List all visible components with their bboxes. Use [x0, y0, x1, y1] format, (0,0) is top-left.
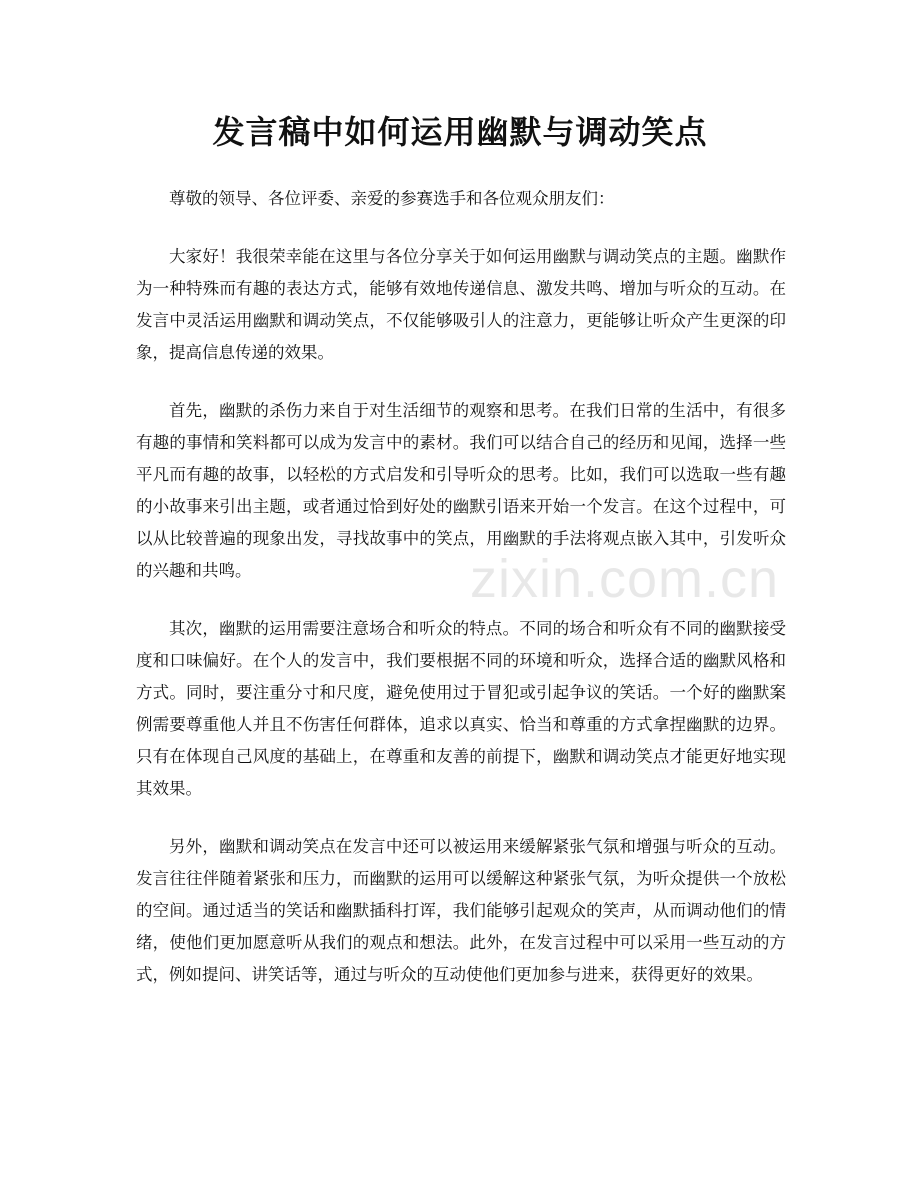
- page-title: 发言稿中如何运用幽默与调动笑点: [212, 113, 708, 151]
- document-body: [136, 183, 786, 1017]
- body-paragraph: 另外，幽默和调动笑点在发言中还可以被运用来缓解紧张气氛和增强与听众的互动。发言往往伴随着紧张和压力，而幽默的运用可以缓解这种紧张气氛，为听众提供一个放松的空间。通过适当的笑话和幽默插科打诨，我们能够引起观众的笑声，从而调动他们的情绪，使他们更加愿意听从我们的观点和想法。此外，在发言过程中可以采用一些互动的方式，例如提问、讲笑话等，通过与听众的互动使他们更加参与进来，获得更好的效果。: [136, 837, 786, 984]
- salutation-paragraph: 尊敬的领导、各位评委、亲爱的参赛选手和各位观众朋友们：: [169, 189, 615, 208]
- body-paragraph: 首先，幽默的杀伤力来自于对生活细节的观察和思考。在我们日常的生活中，有很多有趣的事情和笑料都可以成为发言中的素材。我们可以结合自己的经历和见闻，选择一些平凡而有趣的故事，以轻松的方式启发和引导听众的思考。比如，我们可以选取一些有趣的小故事来引出主题，或者通过恰到好处的幽默引语来开始一个发言。在这个过程中，可以从比较普遍的现象出发，寻找故事中的笑点，用幽默的手法将观点嵌入其中，引发听众的兴趣和共鸣。: [136, 401, 786, 580]
- body-paragraph: 大家好！我很荣幸能在这里与各位分享关于如何运用幽默与调动笑点的主题。幽默作为一种特殊而有趣的表达方式，能够有效地传递信息、激发共鸣、增加与听众的互动。在发言中灵活运用幽默和调动笑点，不仅能够吸引人的注意力，更能够让听众产生更深的印象，提高信息传递的效果。: [136, 247, 786, 362]
- watermark: zixin.com.cn: [470, 549, 780, 609]
- body-paragraph: 其次，幽默的运用需要注意场合和听众的特点。不同的场合和听众有不同的幽默接受度和口味偏好。在个人的发言中，我们要根据不同的环境和听众，选择合适的幽默风格和方式。同时，要注重分寸和尺度，避免使用过于冒犯或引起争议的笑话。一个好的幽默案例需要尊重他人并且不伤害任何群体，追求以真实、恰当和尊重的方式拿捏幽默的边界。只有在体现自己风度的基础上，在尊重和友善的前提下，幽默和调动笑点才能更好地实现其效果。: [136, 619, 786, 798]
